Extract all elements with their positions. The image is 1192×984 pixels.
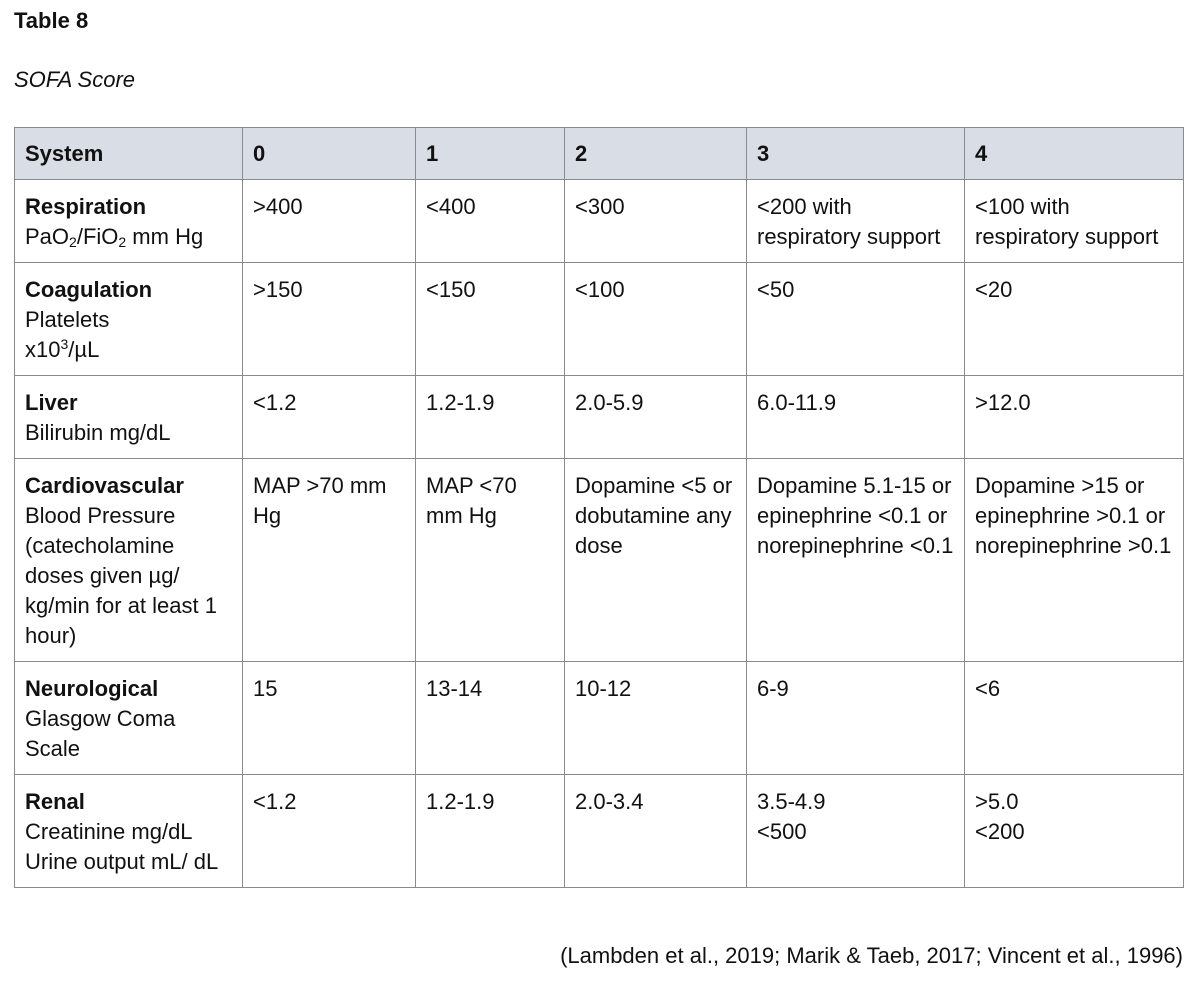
system-name: Liver — [25, 390, 78, 415]
score-cell: Dopamine >15 or epinephrine >0.1 or norepinephrine >0.1 — [965, 459, 1184, 662]
score-cell: <300 — [565, 180, 747, 263]
system-name: Renal — [25, 789, 85, 814]
score-cell: 13-14 — [416, 662, 565, 775]
score-cell: <50 — [747, 263, 965, 376]
citation: (Lambden et al., 2019; Marik & Taeb, 2017; Vincent et al., 1996) — [560, 943, 1183, 968]
system-cell — [15, 376, 243, 459]
score-line: <200 — [975, 819, 1025, 844]
header-score-2: 2 — [565, 128, 747, 180]
score-line: >5.0 — [975, 789, 1019, 814]
system-cell — [15, 459, 243, 662]
score-line: 3.5-4.9 — [757, 789, 826, 814]
detail-text: /µL — [68, 337, 100, 362]
score-cell — [565, 775, 747, 888]
subscript: 2 — [69, 234, 77, 250]
system-detail: Platelets — [25, 307, 110, 332]
system-detail — [25, 335, 232, 365]
system-cell — [15, 775, 243, 888]
score-cell: <100 with respiratory support — [965, 180, 1184, 263]
header-score-4: 4 — [965, 128, 1184, 180]
system-name: Cardiovascular — [25, 473, 184, 498]
table-row — [15, 459, 1184, 662]
table-row — [15, 263, 1184, 376]
subscript: 2 — [118, 234, 127, 250]
header-score-1: 1 — [416, 128, 565, 180]
score-cell: MAP <70 mm Hg — [416, 459, 565, 662]
table-row — [15, 180, 1184, 263]
sofa-table — [14, 127, 1184, 888]
header-system: System — [15, 128, 243, 180]
score-cell: 2.0-5.9 — [565, 376, 747, 459]
system-cell — [15, 662, 243, 775]
table-row — [15, 775, 1184, 888]
detail-text: mm Hg — [126, 224, 204, 249]
detail-text: /FiO — [76, 224, 119, 249]
score-line: <1.2 — [253, 789, 297, 814]
table-title: SOFA Score — [14, 67, 136, 92]
system-detail — [25, 222, 232, 252]
score-cell: >150 — [243, 263, 416, 376]
score-cell: 6-9 — [747, 662, 965, 775]
table-row — [15, 376, 1184, 459]
system-detail: Urine output mL/ dL — [25, 849, 219, 874]
header-score-0: 0 — [243, 128, 416, 180]
score-cell: Dopamine 5.1-15 or epinephrine <0.1 or norepinephrine <0.1 — [747, 459, 965, 662]
score-cell — [416, 775, 565, 888]
detail-text: PaO — [25, 224, 70, 249]
table-number: Table 8 — [14, 8, 89, 33]
table-row — [15, 662, 1184, 775]
system-detail: Blood Pressure (catecholamine doses given µg/ kg/min for at least 1 hour) — [25, 503, 217, 648]
score-cell — [747, 775, 965, 888]
score-cell: <200 with respiratory support — [747, 180, 965, 263]
system-detail: Glasgow Coma Scale — [25, 706, 176, 761]
system-detail: Bilirubin mg/dL — [25, 420, 171, 445]
system-name: Respiration — [25, 194, 147, 219]
system-cell — [15, 180, 243, 263]
score-cell: MAP >70 mm Hg — [243, 459, 416, 662]
score-cell: <150 — [416, 263, 565, 376]
system-name: Coagulation — [25, 277, 153, 302]
score-cell: <20 — [965, 263, 1184, 376]
score-line: 1.2-1.9 — [426, 789, 495, 814]
score-cell — [965, 775, 1184, 888]
score-cell: >12.0 — [965, 376, 1184, 459]
score-cell: <6 — [965, 662, 1184, 775]
score-cell — [243, 775, 416, 888]
score-cell: 10-12 — [565, 662, 747, 775]
score-cell: 15 — [243, 662, 416, 775]
score-cell: Dopamine <5 or dobutamine any dose — [565, 459, 747, 662]
score-cell: 6.0-11.9 — [747, 376, 965, 459]
superscript: 3 — [60, 336, 69, 352]
detail-text: x10 — [25, 337, 61, 362]
score-line: <500 — [757, 819, 807, 844]
score-cell: <100 — [565, 263, 747, 376]
system-cell — [15, 263, 243, 376]
system-detail: Creatinine mg/dL — [25, 819, 193, 844]
score-cell: 1.2-1.9 — [416, 376, 565, 459]
score-line: 2.0-3.4 — [575, 789, 644, 814]
system-name: Neurological — [25, 676, 159, 701]
header-score-3: 3 — [747, 128, 965, 180]
score-cell: >400 — [243, 180, 416, 263]
score-cell: <1.2 — [243, 376, 416, 459]
score-cell: <400 — [416, 180, 565, 263]
header-row — [15, 128, 1184, 180]
